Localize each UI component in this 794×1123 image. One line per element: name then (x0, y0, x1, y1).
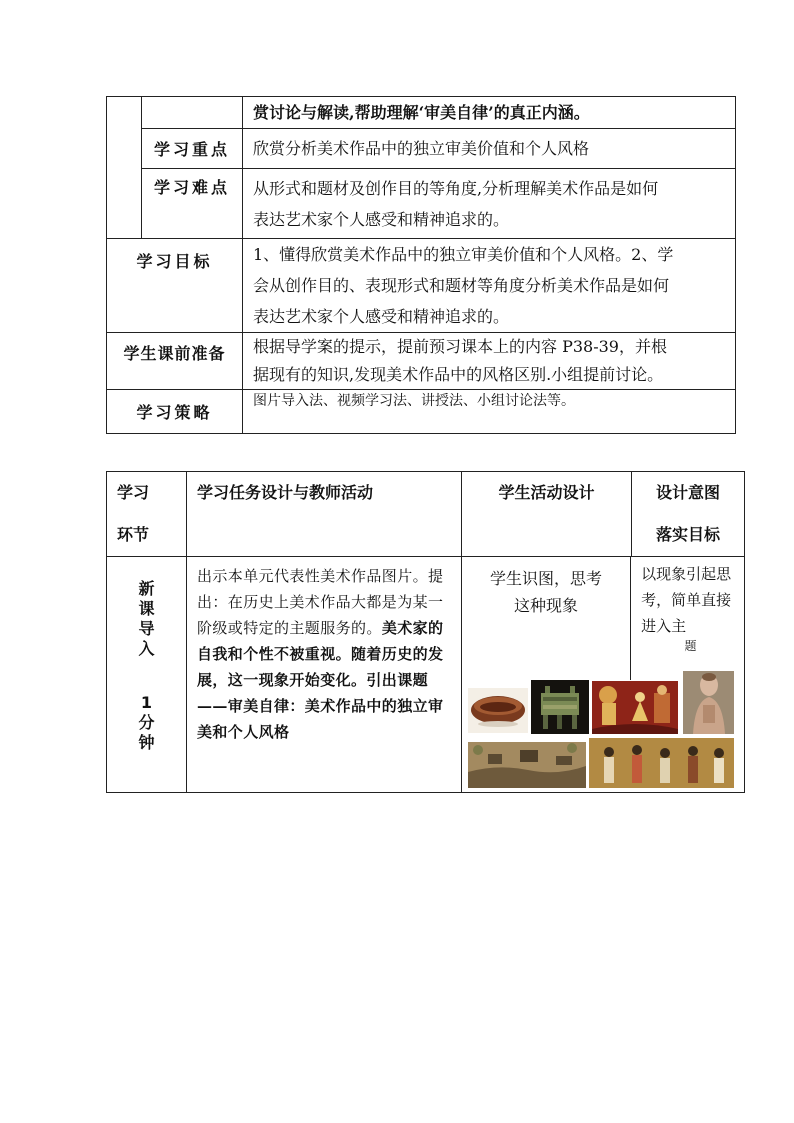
strategy-text: 图片导入法、视频学习法、讲授法、小组讨论法等。 (243, 390, 736, 434)
key-point-text: 欣赏分析美术作品中的独立审美价值和个人风格 (243, 129, 736, 169)
header-intent (632, 472, 745, 557)
difficulty-line: 从形式和题材及创作目的等角度,分析理解美术作品是如何 (253, 179, 659, 198)
stage-cell (107, 557, 187, 793)
header-stage-line: 环节 (117, 525, 150, 544)
task-bold-text: 美术家的自我和个性不被重视。随着历史的发展，这一现象开始变化。引出课题——审美自律：美术作品中的独立审美和个人风格 (197, 619, 444, 741)
header-task: 学习任务设计与教师活动 (187, 472, 462, 557)
dunhuang-mural-image (592, 681, 678, 734)
continued-text: 赏讨论与解读,帮助理解‘审美自律’的真正内涵。 (243, 97, 736, 129)
qingming-scroll-image (468, 742, 586, 788)
stage-char: 入 (138, 639, 155, 658)
intent-text: 以现象引起思考，简单直接进入主 (641, 565, 732, 635)
goal-line: 1、懂得欣赏美术作品中的独立审美价值和个人风格。2、学 (253, 245, 674, 264)
goal-label: 学习目标 (107, 239, 243, 333)
lesson-info-table (106, 96, 736, 434)
goal-line: 表达艺术家个人感受和精神追求的。 (253, 307, 510, 326)
difficulty-line: 表达艺术家个人感受和精神追求的。 (253, 210, 510, 229)
intent-last: 题 (684, 639, 697, 653)
student-line: 这种现象 (514, 596, 579, 615)
header-stage-line: 学习 (117, 483, 150, 502)
goal-line: 会从创作目的、表现形式和题材等角度分析美术作品是如何 (253, 276, 670, 295)
header-intent-line: 落实目标 (655, 525, 720, 544)
stage-char: 钟 (138, 733, 155, 752)
student-cell (462, 557, 631, 680)
strategy-label: 学习策略 (107, 390, 243, 434)
header-student: 学生活动设计 (462, 472, 632, 557)
student-line: 学生识图，思考 (490, 569, 603, 588)
header-intent-line: 设计意图 (655, 483, 720, 502)
goal-text (243, 239, 736, 333)
prep-line: 根据导学案的提示，提前预习课本上的内容 P38-39，并根 (253, 337, 667, 356)
task-normal-text: 出示本单元代表性美术作品图片。提出：在历史上美术作品大都是为某一阶级或特定的主题服务的。 (197, 567, 444, 637)
blank-label-cell (142, 97, 243, 129)
stage-char: 1 (140, 693, 153, 712)
stage-char: 分 (138, 713, 155, 732)
task-cell (187, 557, 462, 793)
header-stage (107, 472, 187, 557)
difficulty-label: 学习难点 (142, 169, 243, 239)
difficulty-text (243, 169, 736, 239)
prep-text (243, 333, 736, 390)
blank-margin-cell (107, 97, 142, 239)
prep-line: 据现有的知识,发现美术作品中的风格区别.小组提前讨论。 (253, 365, 664, 384)
buddha-statue-image (683, 671, 734, 734)
key-point-label: 学习重点 (142, 129, 243, 169)
stage-char: 课 (138, 599, 155, 618)
painted-pottery-bowl-image (468, 688, 528, 733)
prep-label: 学生课前准备 (107, 333, 243, 390)
ladies-painting-image (589, 738, 734, 788)
bronze-ding-vessel-image (531, 680, 589, 734)
stage-char: 新 (138, 579, 155, 598)
stage-char: 导 (138, 619, 155, 638)
